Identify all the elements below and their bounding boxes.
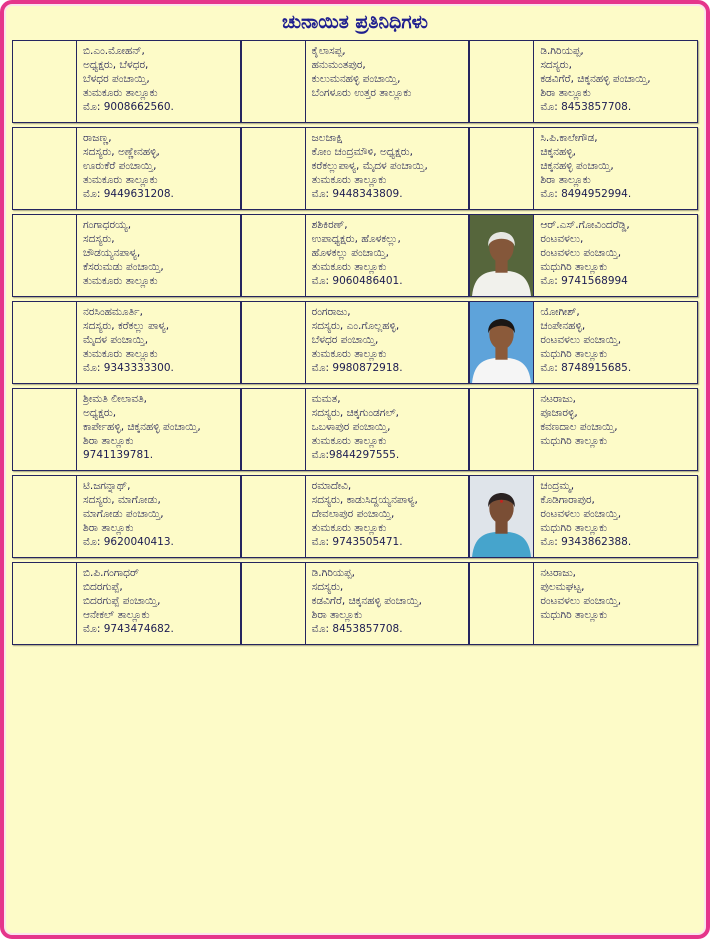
phone-number: ಮೊ:9844297555. (311, 449, 400, 461)
representative-name: ಟಿ.ಜಗನ್ನಾಥ್, (83, 480, 131, 492)
photo-cell (470, 476, 534, 557)
address-line: ಮಧುಗಿರಿ ತಾಲ್ಲೂಕು (540, 435, 608, 447)
phone-number: ಮೊ: 9448343809. (311, 188, 403, 200)
phone-number: ಮೊ: 9620040413. (83, 536, 174, 548)
empty-photo-cell (13, 41, 77, 122)
empty-photo-cell (242, 128, 306, 209)
address-line: ಮಧುಗಿರಿ ತಾಲ್ಲೂಕು (540, 609, 608, 621)
empty-photo-cell (470, 389, 534, 470)
representative-details (306, 476, 469, 557)
address-line: ತುಮಕೂರು ತಾಲ್ಲೂಕು (83, 174, 158, 186)
address-line: ಉಪಾಧ್ಯಕ್ಷರು, ಹೊಳಕಲ್ಲು, (311, 233, 401, 245)
representative-details (306, 563, 469, 644)
empty-photo-cell (13, 215, 77, 296)
empty-photo-cell (470, 41, 534, 122)
empty-photo-cell (470, 563, 534, 644)
address-line: ಮಧುಗಿರಿ ತಾಲ್ಲೂಕು (540, 348, 608, 360)
representative-name: ನಟರಾಜು, (540, 567, 577, 579)
representative-details (306, 389, 469, 470)
representative-name: ಗಂಗಾಧರಯ್ಯ, (83, 219, 132, 231)
address-line: ಚಿಕ್ಕನಹಳ್ಳಿ, (540, 146, 576, 158)
representative-card (12, 127, 241, 210)
representative-card (12, 388, 241, 471)
address-line: ಬೆಳಧರ ಪಂಚಾಯ್ತಿ, (311, 334, 379, 346)
address-line: ತುಮಕೂರು ತಾಲ್ಲೂಕು (311, 435, 387, 447)
representative-details (77, 215, 240, 296)
representative-name: ಜಲಜಾಕ್ಷಿ (311, 132, 343, 144)
representative-details (306, 41, 469, 122)
address-line: ತುಮಕೂರು ತಾಲ್ಲೂಕು (311, 348, 387, 360)
address-line: ಸದಸ್ಯರು, ಕಾಡುಸಿದ್ದಯ್ಯನಪಾಳ್ಯ, (311, 494, 418, 506)
representative-details (77, 389, 240, 470)
address-line: ಆನೇಕಲ್ ತಾಲ್ಲೂಕು (83, 609, 150, 621)
representative-name: ಆರ್.ಎಸ್.ಗೋವಿಂದರೆಡ್ಡಿ, (540, 219, 630, 231)
representative-name: ಶಶಿಕಿರಣ್, (311, 219, 348, 231)
address-line: ಶಿರಾ ತಾಲ್ಲೂಕು (83, 435, 134, 447)
representative-name: ಸಿ.ಪಿ.ಕಾಲೇಗೌಡ, (540, 132, 598, 144)
phone-number: ಮೊ: 9980872918. (311, 362, 403, 374)
phone-number: ಮೊ: 9060486401. (311, 275, 403, 287)
representative-card (241, 562, 470, 645)
representative-details (534, 128, 697, 209)
address-line: ಪೂಜಾರಳ್ಳಿ, (540, 407, 578, 419)
representative-card (469, 214, 698, 297)
representative-details (77, 563, 240, 644)
address-line: ಬೆಳಧರ ಪಂಚಾಯ್ತಿ, (83, 73, 150, 85)
representative-details (77, 476, 240, 557)
address-line: ಕಡವಿಗೆರೆ, ಚಿಕ್ಕನಹಳ್ಳಿ ಪಂಚಾಯ್ತಿ, (311, 595, 422, 607)
photo-cell (470, 302, 534, 383)
address-line: ರಂಟವಳಲು ಪಂಚಾಯ್ತಿ, (540, 247, 622, 259)
phone-number: ಮೊ: 8748915685. (540, 362, 632, 374)
address-line: ಶಿರಾ ತಾಲ್ಲೂಕು (311, 609, 363, 621)
portrait-photo (470, 476, 533, 557)
representative-name: ಡಿ.ಗಿರಿಯಪ್ಪ, (311, 567, 356, 579)
photo-cell (470, 215, 534, 296)
representative-details (77, 128, 240, 209)
representative-details (77, 302, 240, 383)
empty-photo-cell (242, 215, 306, 296)
empty-photo-cell (242, 41, 306, 122)
address-line: ಸದಸ್ಯರು, (311, 581, 344, 593)
representative-details (306, 302, 469, 383)
address-line: ಶಿರಾ ತಾಲ್ಲೂಕು (540, 87, 591, 99)
address-line: ಕಡವಿಗೆರೆ, ಚಿಕ್ಕನಹಳ್ಳಿ ಪಂಚಾಯ್ತಿ, (540, 73, 651, 85)
address-line: ಸದಸ್ಯರು, ಚಿಕ್ಕಗುಂಡಗಲ್, (311, 407, 399, 419)
phone-number: ಮೊ: 9008662560. (83, 101, 174, 113)
address-line: ಪುಲಮಘಟ್ಟ, (540, 581, 585, 593)
address-line: ಕವಣದಾಲ ಪಂಚಾಯ್ತಿ, (540, 421, 618, 433)
address-line: ಅಧ್ಯಕ್ಷರು, (83, 407, 117, 419)
address-line: ದೇವಲಾಪುರ ಪಂಚಾಯ್ತಿ, (311, 508, 395, 520)
representative-card (241, 127, 470, 210)
empty-photo-cell (242, 302, 306, 383)
representative-card (12, 475, 241, 558)
representative-card (469, 301, 698, 384)
representative-details (534, 389, 697, 470)
representative-card (469, 388, 698, 471)
representative-details (534, 41, 697, 122)
address-line: ರಂಟವಳಲು, (540, 233, 584, 245)
address-line: ಶಿರಾ ತಾಲ್ಲೂಕು (540, 174, 591, 186)
portrait-photo (470, 215, 533, 296)
representative-card (469, 475, 698, 558)
address-line: ಹನುಮಂತಪುರ, (311, 59, 366, 71)
address-line: ತುಮಕೂರು ತಾಲ್ಲೂಕು (311, 261, 387, 273)
address-line: ಕೊಡಿಗಾರಾಪುರ, (540, 494, 595, 506)
address-line: ಕಾರ್ಪೇಹಳ್ಳಿ, ಚಿಕ್ಕನಹಳ್ಳಿ ಪಂಚಾಯ್ತಿ, (83, 421, 201, 433)
address-line: ಹೊಳಕಲ್ಲು ಪಂಚಾಯ್ತಿ, (311, 247, 389, 259)
address-line: ಚೌಡಯ್ಯನಪಾಳ್ಯ, (83, 247, 141, 259)
representative-name: ಡಿ.ಗಿರಿಯಪ್ಪ, (540, 45, 584, 57)
address-line: ಮಧುಗಿರಿ ತಾಲ್ಲೂಕು (540, 522, 608, 534)
representative-name: ಬಿ.ಎಂ.ಮೋಹನ್, (83, 45, 145, 57)
address-line: ತುಮಕೂರು ತಾಲ್ಲೂಕು (83, 348, 158, 360)
representative-card (469, 127, 698, 210)
empty-photo-cell (13, 302, 77, 383)
representative-name: ಮಮತ, (311, 393, 341, 405)
representative-details (534, 476, 697, 557)
representative-card (12, 40, 241, 123)
representative-card (469, 562, 698, 645)
representative-card (241, 40, 470, 123)
representative-details (77, 41, 240, 122)
address-line: ಚಂಪೇನಹಳ್ಳಿ, (540, 320, 586, 332)
representative-name: ಚಂದ್ರಮ್ಮ, (540, 480, 575, 492)
representative-card (241, 475, 470, 558)
page-title: ಚುನಾಯಿತ ಪ್ರತಿನಿಧಿಗಳು (282, 11, 428, 33)
address-line: ತುಮಕೂರು ತಾಲ್ಲೂಕು (83, 275, 158, 287)
empty-photo-cell (13, 563, 77, 644)
empty-photo-cell (242, 476, 306, 557)
address-line: ಅಧ್ಯಕ್ಷರು, ಬೆಳಧರ, (83, 59, 149, 71)
address-line: ಸದಸ್ಯರು, ಕರೆಕಲ್ಲು ಪಾಳ್ಯ, (83, 320, 170, 332)
empty-photo-cell (242, 389, 306, 470)
representative-card (12, 214, 241, 297)
phone-number: ಮೊ: 9343333300. (83, 362, 174, 374)
address-line: ಶಿರಾ ತಾಲ್ಲೂಕು (83, 522, 134, 534)
representative-name: ನರಸಿಂಹಮೂರ್ತಿ, (83, 306, 143, 318)
representative-card (241, 214, 470, 297)
representative-details (306, 215, 469, 296)
representative-name: ಶ್ರೀಮತಿ ಲೀಲಾವತಿ, (83, 393, 147, 405)
representative-details (534, 563, 697, 644)
phone-number: ಮೊ: 8494952994. (540, 188, 632, 200)
representative-name: ರಂಗರಾಜು, (311, 306, 351, 318)
representative-details (306, 128, 469, 209)
address-line: ಸದಸ್ಯರು, ಅಣ್ಣೇನಹಳ್ಳಿ, (83, 146, 160, 158)
phone-number: ಮೊ: 9743474682. (83, 623, 174, 635)
representative-details (534, 302, 697, 383)
address-line: ಮೈದಳ ಪಂಚಾಯ್ತಿ, (83, 334, 149, 346)
representative-name: ರಾಜಣ್ಣ, (83, 132, 112, 144)
address-line: ಕರೆಕಲ್ಲುಪಾಳ್ಯ, ಮೈದಳ ಪಂಚಾಯ್ತಿ, (311, 160, 428, 172)
portrait-photo (470, 302, 533, 383)
address-line: ಮಧುಗಿರಿ ತಾಲ್ಲೂಕು (540, 261, 608, 273)
address-line: ಸದಸ್ಯರು, ಎಂ.ಗೊಲ್ಲಹಳ್ಳಿ, (311, 320, 400, 332)
portrait-bindi (500, 500, 503, 503)
address-line: ರಂಟವಳಲು ಪಂಚಾಯ್ತಿ, (540, 508, 622, 520)
phone-number: ಮೊ: 9343862388. (540, 536, 632, 548)
address-line: ತುಮಕೂರು ತಾಲ್ಲೂಕು (311, 522, 387, 534)
address-line: ಬೆಂಗಳೂರು ಉತ್ತರ ತಾಲ್ಲೂಕು (311, 87, 412, 99)
phone-number: ಮೊ: 8453857708. (311, 623, 403, 635)
address-line: ರಂಟವಳಲು ಪಂಚಾಯ್ತಿ, (540, 334, 622, 346)
representative-name: ಕೈಲಾಸಪ್ಪ, (311, 45, 346, 57)
empty-photo-cell (13, 389, 77, 470)
empty-photo-cell (470, 128, 534, 209)
address-line: ಕೋಂ ಚಂದ್ರಮೌಳಿ, ಅಧ್ಯಕ್ಷರು, (311, 146, 413, 158)
phone-number: ಮೊ: 9743505471. (311, 536, 403, 548)
phone-number: ಮೊ: 8453857708. (540, 101, 632, 113)
address-line: ಸದಸ್ಯರು, ಮಾಗೋಡು, (83, 494, 161, 506)
address-line: ತುಮಕೂರು ತಾಲ್ಲೂಕು (83, 87, 158, 99)
address-line: ತುಮಕೂರು ತಾಲ್ಲೂಕು (311, 174, 387, 186)
representative-card (469, 40, 698, 123)
representative-name: ನಟರಾಜು, (540, 393, 577, 405)
empty-photo-cell (13, 476, 77, 557)
representative-details (534, 215, 697, 296)
address-line: ಚಿಕ್ಕನಹಳ್ಳಿ ಪಂಚಾಯ್ತಿ, (540, 160, 614, 172)
phone-number: 9741139781. (83, 449, 154, 461)
phone-number: ಮೊ: 9449631208. (83, 188, 174, 200)
representatives-grid (12, 40, 698, 645)
empty-photo-cell (242, 563, 306, 644)
representative-card (241, 301, 470, 384)
representative-name: ಯೋಗೀಶ್, (540, 306, 580, 318)
address-line: ಸದಸ್ಯರು, (83, 233, 115, 245)
phone-number: ಮೊ: 9741568994 (540, 275, 628, 287)
address-line: ಕೆಸರುಮಡು ಪಂಚಾಯ್ತಿ, (83, 261, 164, 273)
empty-photo-cell (13, 128, 77, 209)
representative-card (12, 301, 241, 384)
address-line: ಬಿದರಗುಪ್ಪೆ ಪಂಚಾಯ್ತಿ, (83, 595, 161, 607)
representative-card (241, 388, 470, 471)
address-line: ರಂಟವಳಲು ಪಂಚಾಯ್ತಿ, (540, 595, 622, 607)
address-line: ಸದಸ್ಯರು, (540, 59, 572, 71)
address-line: ಬಿದರಗುಪ್ಪೆ, (83, 581, 123, 593)
address-line: ಒಬಳಾಪುರ ಪಂಚಾಯ್ತಿ, (311, 421, 391, 433)
address-line: ಊರುಕೆರೆ ಪಂಚಾಯ್ತಿ, (83, 160, 157, 172)
representative-name: ಬಿ.ಪಿ.ಗಂಗಾಧರ್ (83, 567, 139, 579)
representative-name: ರಮಾದೇವಿ, (311, 480, 352, 492)
address-line: ಮಾಗೋಡು ಪಂಚಾಯ್ತಿ, (83, 508, 164, 520)
address-line: ಕುಲುಮನಹಳ್ಳಿ ಪಂಚಾಯ್ತಿ, (311, 73, 401, 85)
representative-card (12, 562, 241, 645)
